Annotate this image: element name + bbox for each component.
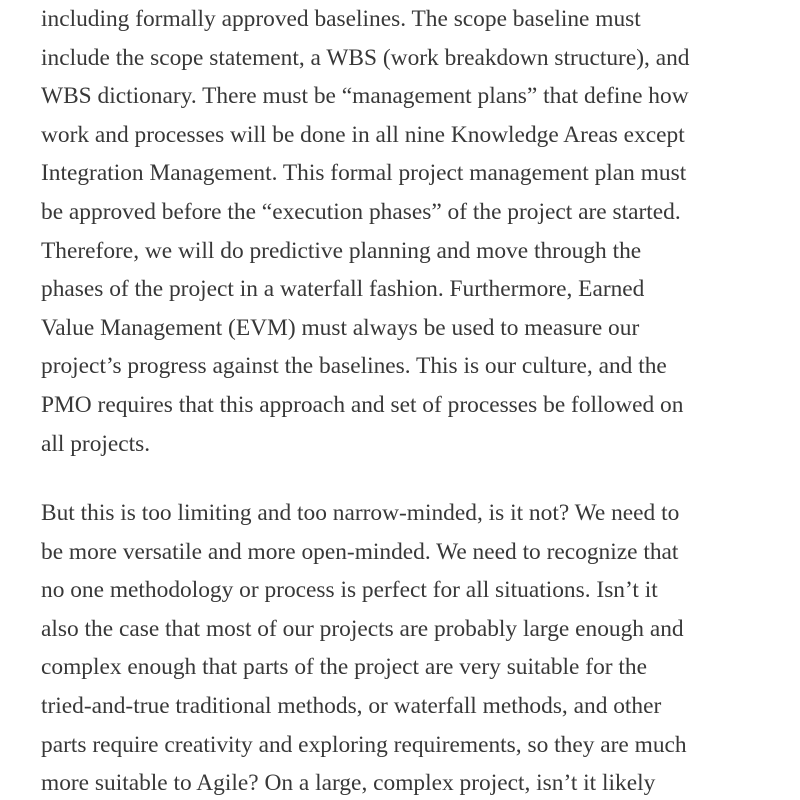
text-line: project’s progress against the baselines. This is our culture, and the	[41, 353, 667, 380]
text-line: Value Management (EVM) must always be used to measure our	[41, 314, 640, 341]
text-line: tried-and-true traditional methods, or waterfall methods, and other	[41, 692, 662, 719]
paragraph-2	[41, 494, 687, 800]
text-line: phases of the project in a waterfall fashion. Furthermore, Earned	[41, 276, 645, 303]
text-line: be approved before the “execution phases” of the project are started.	[41, 198, 681, 225]
text-line: be more versatile and more open-minded. We need to recognize that	[41, 538, 679, 565]
text-line: But this is too limiting and too narrow-minded, is it not? We need to	[41, 500, 680, 526]
text-line: Integration Management. This formal project management plan must	[41, 160, 687, 187]
text-line: complex enough that parts of the project are very suitable for the	[41, 654, 647, 681]
paragraph-1	[41, 0, 689, 463]
text-line: include the scope statement, a WBS (work breakdown structure), and	[41, 44, 690, 71]
text-line: including formally approved baselines. The scope baseline must	[41, 6, 641, 32]
text-line: work and processes will be done in all nine Knowledge Areas except	[41, 121, 685, 148]
text-line: Therefore, we will do predictive planning and move through the	[41, 237, 642, 264]
text-line: no one methodology or process is perfect for all situations. Isn’t it	[41, 577, 658, 604]
text-line: parts require creativity and exploring requirements, so they are much	[41, 731, 687, 758]
text-line: also the case that most of our projects are probably large enough and	[41, 615, 684, 642]
text-line: all projects.	[41, 430, 151, 457]
text-line: WBS dictionary. There must be “management plans” that define how	[41, 83, 689, 110]
text-line: more suitable to Agile? On a large, complex project, isn’t it likely	[41, 770, 656, 797]
text-line: PMO requires that this approach and set of processes be followed on	[41, 391, 684, 418]
